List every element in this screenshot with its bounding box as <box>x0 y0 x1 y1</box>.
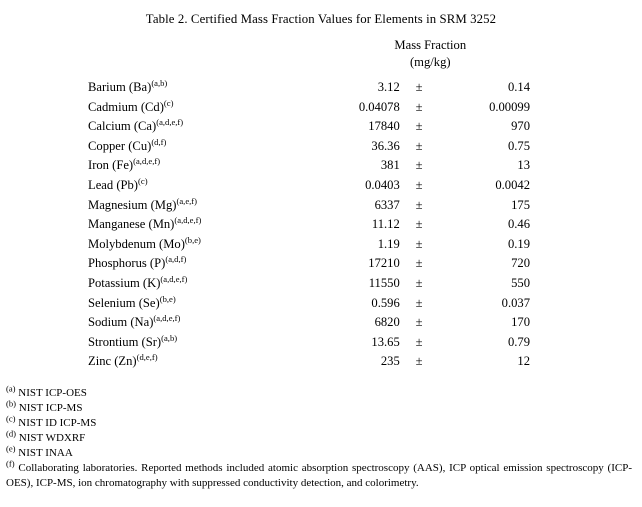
mass-fraction-value: 13.65 <box>371 334 400 349</box>
footnote-marker: (f) <box>6 458 15 469</box>
table-row <box>88 156 558 176</box>
element-name-cell <box>88 78 303 98</box>
footnotes-block <box>6 383 632 491</box>
plus-minus-symbol: ± <box>415 334 423 349</box>
certified-values-table-wrapper <box>0 37 642 372</box>
element-name-cell <box>88 215 303 235</box>
element-footnote-markers: (c) <box>163 97 174 108</box>
table-header-row <box>88 37 558 71</box>
plus-minus-symbol: ± <box>415 138 423 153</box>
element-footnote-markers: (a,b) <box>161 332 178 343</box>
element-footnote-markers: (a,d,e,f) <box>156 117 184 127</box>
element-footnote-markers: (b,e) <box>184 234 201 245</box>
uncertainty-value: 550 <box>511 275 530 290</box>
footnote <box>6 383 632 401</box>
element-name: Phosphorus (P) <box>88 256 166 271</box>
element-name: Selenium (Se) <box>88 295 160 310</box>
header-element-column <box>88 37 303 71</box>
plus-minus-symbol: ± <box>415 295 423 310</box>
header-mass-fraction-line1: Mass Fraction <box>394 38 467 52</box>
footnote-text: NIST ICP-OES <box>15 386 87 399</box>
document-page <box>0 12 642 507</box>
plus-minus-symbol: ± <box>415 80 423 94</box>
mass-fraction-value: 11.12 <box>371 217 400 232</box>
footnote-text: NIST INAA <box>15 447 73 460</box>
footnote <box>6 413 632 431</box>
table-row <box>88 117 558 137</box>
element-name-cell <box>88 98 303 118</box>
plus-minus-symbol: ± <box>415 275 423 290</box>
element-name-cell <box>88 313 303 333</box>
mass-fraction-value: 235 <box>380 354 400 369</box>
uncertainty-value: 170 <box>511 315 530 330</box>
uncertainty-value: 175 <box>511 197 530 212</box>
footnote-text: Collaborating laboratories. Reported methods included atomic absorption spectroscopy (AAS), ICP optical emission spectroscopy (ICP-OES), ICP-MS, ion chromatography with suppressed conductivity detection, and colorimetry. <box>6 462 632 489</box>
element-name: Cadmium (Cd) <box>88 99 164 114</box>
footnote-marker: (a) <box>6 383 16 394</box>
plus-minus-symbol: ± <box>415 119 423 134</box>
element-name: Copper (Cu) <box>88 138 152 153</box>
element-footnote-markers: (d,f) <box>151 136 167 147</box>
mass-fraction-value: 17210 <box>368 256 400 271</box>
table-row <box>88 254 558 274</box>
mass-fraction-value: 0.596 <box>371 295 400 310</box>
table-row <box>88 196 558 216</box>
mass-fraction-value: 1.19 <box>377 236 400 251</box>
element-name-cell <box>88 196 303 216</box>
table-row <box>88 215 558 235</box>
plus-minus-symbol: ± <box>415 197 423 212</box>
plus-minus-symbol: ± <box>415 217 423 232</box>
footnote-marker: (d) <box>6 428 17 439</box>
uncertainty-value: 0.0042 <box>495 177 530 192</box>
uncertainty-value: 13 <box>517 158 530 173</box>
mass-fraction-value: 3.12 <box>377 80 400 94</box>
table-row <box>88 235 558 255</box>
element-name: Sodium (Na) <box>88 315 154 330</box>
table-row <box>88 98 558 118</box>
mass-fraction-value: 6820 <box>374 315 400 330</box>
uncertainty-value: 0.79 <box>507 334 530 349</box>
element-footnote-markers: (a,b) <box>151 77 168 88</box>
table-row <box>88 294 558 314</box>
plus-minus-symbol: ± <box>415 158 423 173</box>
uncertainty-value: 0.14 <box>507 80 530 94</box>
footnote-text: NIST ICP-MS <box>16 402 83 414</box>
footnote <box>6 443 632 461</box>
element-footnote-markers: (b,e) <box>159 293 176 304</box>
uncertainty-value: 720 <box>511 256 530 271</box>
footnote-marker: (e) <box>6 443 16 454</box>
element-name: Zinc (Zn) <box>88 354 137 369</box>
table-row <box>88 274 558 294</box>
element-footnote-markers: (d,e,f) <box>136 352 158 363</box>
element-name-cell <box>88 156 303 176</box>
uncertainty-value: 0.75 <box>507 138 530 153</box>
plus-minus-symbol: ± <box>415 99 423 114</box>
element-footnote-markers: (a,d,e,f) <box>153 312 181 323</box>
element-name: Strontium (Sr) <box>88 334 162 349</box>
element-name: Iron (Fe) <box>88 158 134 173</box>
table-row <box>88 137 558 157</box>
mass-fraction-value: 11550 <box>368 275 400 290</box>
element-name: Calcium (Ca) <box>88 119 157 134</box>
footnote <box>6 458 632 490</box>
mass-fraction-value: 17840 <box>368 119 400 134</box>
plus-minus-symbol: ± <box>415 177 423 192</box>
element-name: Potassium (K) <box>88 275 161 290</box>
uncertainty-value: 970 <box>511 119 530 134</box>
element-name-cell <box>88 117 303 137</box>
footnote-marker: (b) <box>6 398 17 409</box>
uncertainty-value: 0.037 <box>501 295 530 310</box>
element-name: Lead (Pb) <box>88 177 139 192</box>
mass-fraction-value: 6337 <box>374 197 400 212</box>
element-name: Barium (Ba) <box>88 80 152 94</box>
element-name: Manganese (Mn) <box>88 217 175 232</box>
footnote <box>6 428 632 446</box>
uncertainty-value: 0.00099 <box>489 99 530 114</box>
footnote <box>6 398 632 416</box>
table-body <box>88 37 558 372</box>
plus-minus-symbol: ± <box>415 256 423 271</box>
element-footnote-markers: (a,d,f) <box>165 254 187 265</box>
uncertainty-value: 0.19 <box>507 236 530 251</box>
element-footnote-markers: (a,d,e,f) <box>160 273 188 284</box>
mass-fraction-value: 0.04078 <box>358 99 400 114</box>
element-name-cell <box>88 137 303 157</box>
element-name-cell <box>88 352 303 372</box>
element-footnote-markers: (c) <box>138 175 148 186</box>
header-mass-fraction <box>303 37 558 71</box>
table-row <box>88 352 558 372</box>
element-footnote-markers: (a,d,e,f) <box>174 214 202 225</box>
footnote-text: NIST ID ICP-MS <box>15 417 97 430</box>
mass-fraction-value: 381 <box>380 158 400 173</box>
element-name: Molybdenum (Mo) <box>88 236 185 251</box>
element-name-cell <box>88 235 303 255</box>
certified-values-table <box>88 37 558 372</box>
element-name-cell <box>88 274 303 294</box>
mass-fraction-value: 36.36 <box>371 138 400 153</box>
table-row <box>88 176 558 196</box>
element-name-cell <box>88 333 303 353</box>
element-name-cell <box>88 254 303 274</box>
table-row <box>88 78 558 98</box>
page-title: Table 2. Certified Mass Fraction Values for Elements in SRM 3252 <box>145 12 497 26</box>
table-row <box>88 313 558 333</box>
plus-minus-symbol: ± <box>415 236 423 251</box>
table-row <box>88 333 558 353</box>
footnote-text: NIST WDXRF <box>16 432 86 445</box>
footnote-marker: (c) <box>6 413 16 424</box>
element-name-cell <box>88 176 303 196</box>
plus-minus-symbol: ± <box>415 315 423 330</box>
uncertainty-value: 12 <box>517 354 530 369</box>
element-footnote-markers: (a,d,e,f) <box>133 156 161 167</box>
element-name: Magnesium (Mg) <box>88 197 177 212</box>
header-mass-fraction-line2: (mg/kg) <box>409 55 451 69</box>
element-name-cell <box>88 294 303 314</box>
plus-minus-symbol: ± <box>415 354 423 369</box>
mass-fraction-value: 0.0403 <box>365 177 400 192</box>
uncertainty-value: 0.46 <box>507 217 530 232</box>
element-footnote-markers: (a,e,f) <box>176 195 198 206</box>
